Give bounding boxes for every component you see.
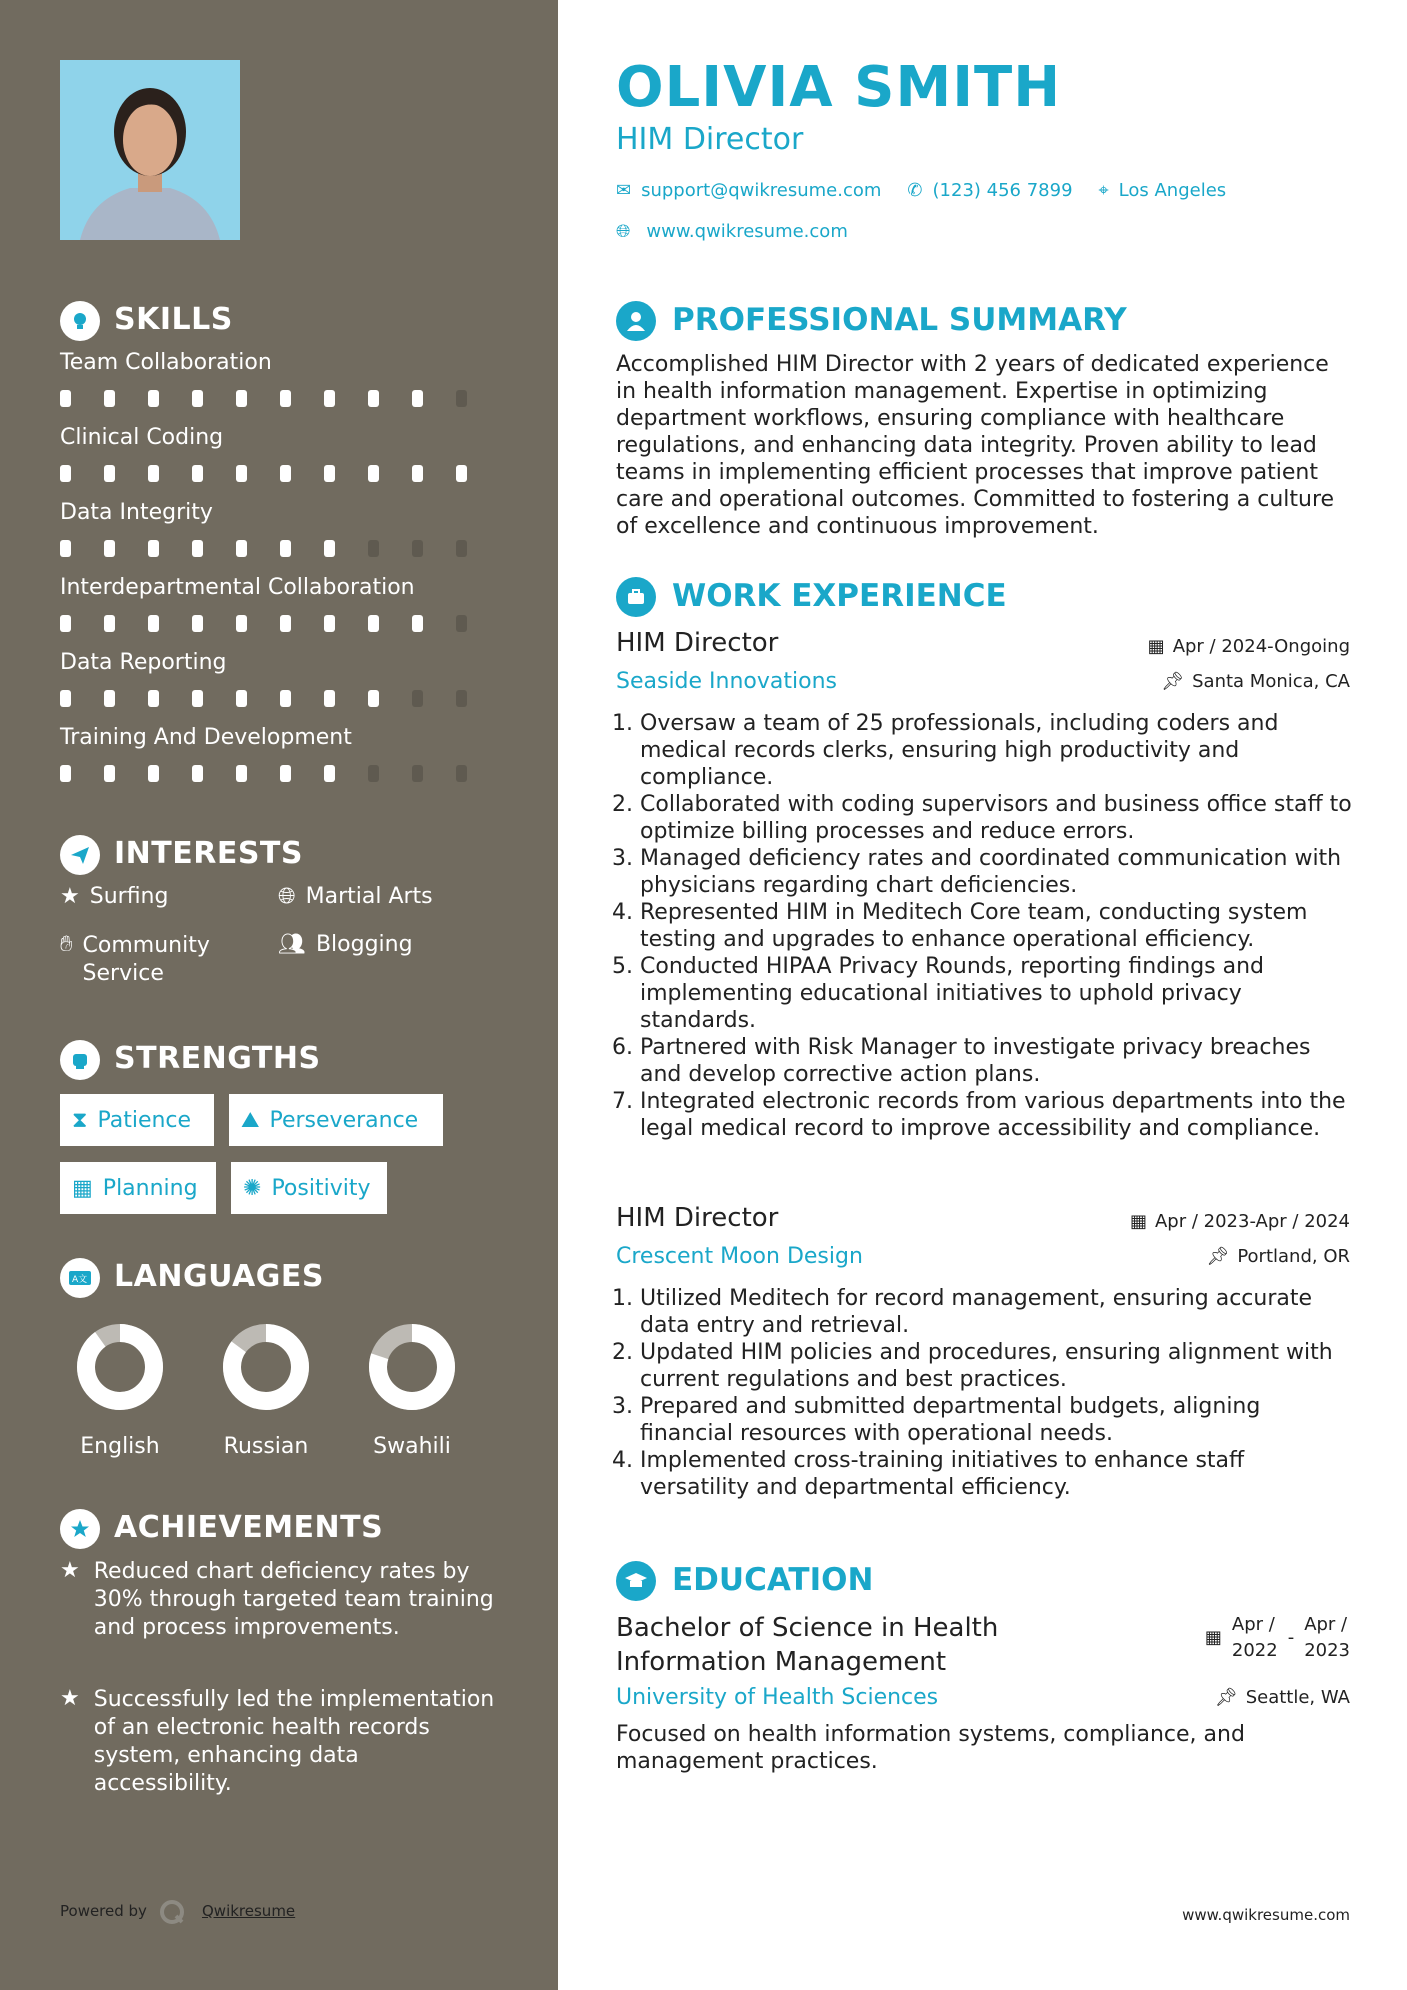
- website-link[interactable]: www.qwikresume.com: [646, 221, 848, 242]
- education-dates: ▦ Apr / 2022 - Apr / 2023: [1204, 1614, 1350, 1661]
- job-location: 📌︎ Portland, OR: [1206, 1246, 1350, 1267]
- rating-dot: [368, 540, 379, 557]
- rating-dot: [412, 765, 423, 782]
- education-location: 📌︎ Seattle, WA: [1214, 1687, 1350, 1708]
- rating-dot: [60, 390, 71, 407]
- qwikresume-link[interactable]: Qwikresume: [202, 1902, 296, 1920]
- language-icon: [60, 1258, 100, 1298]
- language-label: Swahili: [373, 1434, 451, 1459]
- profile-photo: [60, 60, 240, 240]
- languages-title: LANGUAGES: [114, 1259, 324, 1294]
- rating-dot: [236, 765, 247, 782]
- achievements-title: ACHIEVEMENTS: [114, 1510, 384, 1545]
- skill-rating: [60, 765, 500, 782]
- lightbulb-icon: [60, 301, 100, 341]
- skill-rating: [60, 540, 500, 557]
- qwikresume-logo-icon: [158, 1898, 186, 1930]
- rating-dot: [148, 390, 159, 407]
- rating-dot: [324, 540, 335, 557]
- rating-dot: [280, 465, 291, 482]
- rating-dot: [412, 390, 423, 407]
- language-item: [206, 1322, 326, 1459]
- email-link[interactable]: support@qwikresume.com: [641, 180, 882, 201]
- hand-icon: ✋︎: [60, 932, 73, 957]
- briefcase-icon: [616, 577, 656, 617]
- skill-item: [60, 500, 500, 575]
- road-icon: ⛰︎: [241, 1107, 260, 1133]
- rating-dot: [104, 765, 115, 782]
- rating-dot: [324, 465, 335, 482]
- shooting-star-icon: ★: [60, 1686, 80, 1711]
- skills-title: SKILLS: [114, 302, 233, 337]
- rating-dot: [324, 690, 335, 707]
- interest-item: 🌐︎ Martial Arts: [278, 884, 433, 909]
- donut-fill: [86, 1333, 154, 1401]
- phone-icon: ✆: [907, 180, 923, 201]
- rating-dot: [412, 540, 423, 557]
- skill-rating: [60, 390, 500, 407]
- language-item: [352, 1322, 472, 1459]
- rating-dot: [60, 540, 71, 557]
- skill-label: Data Integrity: [60, 500, 213, 525]
- website-row: [616, 221, 848, 242]
- pin-icon: 📌︎: [1214, 1687, 1238, 1708]
- list-item: 6. Partnered with Risk Manager to investigate privacy breaches and develop corrective action plans.: [640, 1034, 1356, 1088]
- skill-rating: [60, 465, 500, 482]
- rating-dot: [104, 615, 115, 632]
- bullet-list: [616, 710, 1356, 1142]
- rating-dot: [236, 465, 247, 482]
- rating-dot: [148, 615, 159, 632]
- skills-list: [60, 350, 500, 800]
- rating-dot: [60, 765, 71, 782]
- languages-list: [60, 1322, 480, 1462]
- skill-item: [60, 425, 500, 500]
- graduation-cap-icon: [616, 1561, 656, 1601]
- location-text: Los Angeles: [1118, 180, 1227, 201]
- summary-text: Accomplished HIM Director with 2 years of dedicated experience in health information management. Expertise in optimizing department workflows, ensuring compliance with healthcare regulations, and enhancing data integrity. Proven ability to lead teams in implementing efficient processes that improve patient care and operational outcomes. Committed to fostering a culture of excellence and continuous improvement.: [616, 352, 1335, 539]
- rating-dot: [368, 765, 379, 782]
- star-badge-icon: [60, 1509, 100, 1549]
- main-content: [558, 0, 1407, 1990]
- achievement-item: ★ Successfully led the implementation of an electronic health records system, enhancing data accessibility.: [60, 1686, 495, 1796]
- achievement-item: ★ Reduced chart deficiency rates by 30% through targeted team training and process improvements.: [60, 1558, 494, 1640]
- rating-dot: [192, 540, 203, 557]
- list-item: 1. Oversaw a team of 25 professionals, including coders and medical records clerks, ensuring high productivity and compliance.: [640, 710, 1356, 791]
- list-item: 3. Managed deficiency rates and coordinated communication with physicians regarding chart deficiencies.: [640, 845, 1356, 899]
- rating-dot: [236, 390, 247, 407]
- interest-item: ✋︎ Community Service: [60, 932, 210, 986]
- rating-dot: [104, 540, 115, 557]
- strength-chip: ⛰︎ Perseverance: [229, 1094, 443, 1146]
- interest-item: 👥︎ Blogging: [278, 932, 413, 957]
- globe-icon: 🌐︎: [616, 221, 631, 242]
- degree-title: Bachelor of Science in Health Information Management: [616, 1613, 999, 1677]
- school-name: University of Health Sciences: [616, 1685, 939, 1710]
- job-location: 📌︎ Santa Monica, CA: [1161, 671, 1350, 692]
- strengths-title: STRENGTHS: [114, 1041, 321, 1076]
- skill-item: [60, 725, 500, 800]
- rating-dot: [60, 690, 71, 707]
- education-description: Focused on health information systems, compliance, and management practices.: [616, 1722, 1245, 1774]
- language-label: Russian: [223, 1434, 309, 1459]
- pin-icon: 📌︎: [1161, 671, 1185, 692]
- company-name: Seaside Innovations: [616, 669, 837, 694]
- job-dates: ▦ Apr / 2024-Ongoing: [1147, 636, 1350, 657]
- strength-chip: ⧗ Patience: [60, 1094, 214, 1146]
- footer-website[interactable]: www.qwikresume.com: [1182, 1906, 1350, 1924]
- rating-dot: [324, 765, 335, 782]
- strength-chip: ✺ Positivity: [231, 1162, 387, 1214]
- skill-item: [60, 575, 500, 650]
- rating-dot: [456, 690, 467, 707]
- job-dates: ▦ Apr / 2023-Apr / 2024: [1129, 1211, 1350, 1232]
- rating-dot: [412, 615, 423, 632]
- language-donut: [221, 1322, 311, 1412]
- language-donut: [367, 1322, 457, 1412]
- bullet-list: [616, 1285, 1356, 1501]
- list-item: 1. Utilized Meditech for record management, ensuring accurate data entry and retrieval.: [640, 1285, 1356, 1339]
- rating-dot: [412, 465, 423, 482]
- skill-label: Team Collaboration: [60, 350, 272, 375]
- job-bullets: [616, 710, 1356, 1142]
- users-icon: 👥︎: [278, 932, 306, 957]
- rating-dot: [60, 465, 71, 482]
- svg-text:A文: A文: [72, 1275, 88, 1285]
- pin-icon: 📌︎: [1206, 1246, 1230, 1267]
- rating-dot: [60, 615, 71, 632]
- powered-by-label: Powered by: [60, 1902, 147, 1920]
- rating-dot: [236, 615, 247, 632]
- skill-rating: [60, 615, 500, 632]
- list-item: 2. Collaborated with coding supervisors and business office staff to optimize billing processes and reduce errors.: [640, 791, 1356, 845]
- rating-dot: [456, 765, 467, 782]
- rating-dot: [280, 390, 291, 407]
- rating-dot: [456, 465, 467, 482]
- rating-dot: [368, 465, 379, 482]
- skill-rating: [60, 690, 500, 707]
- skill-item: [60, 650, 500, 725]
- experience-title: WORK EXPERIENCE: [672, 578, 1007, 614]
- job-title: HIM Director: [616, 1203, 779, 1233]
- list-item: 3. Prepared and submitted departmental budgets, aligning financial resources with operational needs.: [640, 1393, 1356, 1447]
- rating-dot: [456, 390, 467, 407]
- star-icon: ★: [60, 884, 80, 909]
- list-item: 4. Implemented cross-training initiatives to enhance staff versatility and departmental efficiency.: [640, 1447, 1356, 1501]
- rating-dot: [456, 540, 467, 557]
- envelope-icon: ✉: [616, 180, 632, 201]
- rating-dot: [104, 465, 115, 482]
- rating-dot: [368, 615, 379, 632]
- rating-dot: [412, 690, 423, 707]
- language-donut: [75, 1322, 165, 1412]
- map-pin-icon: ⌖: [1098, 180, 1109, 201]
- rating-dot: [192, 615, 203, 632]
- list-item: 7. Integrated electronic records from various departments into the legal medical record to improve accessibility and compliance.: [640, 1088, 1356, 1142]
- user-icon: [616, 301, 656, 341]
- job-title: HIM Director: [616, 628, 779, 658]
- rating-dot: [148, 540, 159, 557]
- rating-dot: [324, 615, 335, 632]
- interests-title: INTERESTS: [114, 836, 303, 871]
- calendar-icon: ▦: [1129, 1211, 1147, 1232]
- shooting-star-icon: ★: [60, 1558, 80, 1583]
- education-title: EDUCATION: [672, 1562, 874, 1598]
- phone-text: (123) 456 7899: [932, 180, 1073, 201]
- globe-icon: 🌐︎: [278, 884, 296, 909]
- rating-dot: [324, 390, 335, 407]
- list-item: 2. Updated HIM policies and procedures, ensuring alignment with current regulations and best practices.: [640, 1339, 1356, 1393]
- sun-icon: ✺: [243, 1175, 262, 1201]
- rating-dot: [280, 540, 291, 557]
- rating-dot: [280, 615, 291, 632]
- skill-item: [60, 350, 500, 425]
- rating-dot: [236, 690, 247, 707]
- strength-chip: ▦ Planning: [60, 1162, 216, 1214]
- calendar-icon: ▦: [1204, 1627, 1222, 1648]
- rating-dot: [104, 690, 115, 707]
- rating-dot: [236, 540, 247, 557]
- sidebar: [0, 0, 558, 1990]
- rating-dot: [148, 465, 159, 482]
- candidate-name: OLIVIA SMITH: [616, 55, 1062, 120]
- paper-plane-icon: [60, 835, 100, 875]
- hourglass-icon: ⧗: [72, 1107, 88, 1133]
- contact-row: [616, 180, 1226, 201]
- calendar-icon: ▦: [1147, 636, 1165, 657]
- skill-label: Data Reporting: [60, 650, 227, 675]
- interest-item: ★ Surfing: [60, 884, 169, 909]
- company-name: Crescent Moon Design: [616, 1244, 863, 1269]
- summary-title: PROFESSIONAL SUMMARY: [672, 302, 1127, 338]
- rating-dot: [192, 465, 203, 482]
- skill-label: Training And Development: [60, 725, 352, 750]
- rating-dot: [280, 690, 291, 707]
- rating-dot: [456, 615, 467, 632]
- list-item: 4. Represented HIM in Meditech Core team, conducting system testing and upgrades to enhance operational efficiency.: [640, 899, 1356, 953]
- fist-icon: [60, 1040, 100, 1080]
- skill-label: Interdepartmental Collaboration: [60, 575, 415, 600]
- rating-dot: [368, 390, 379, 407]
- job-bullets: [616, 1285, 1356, 1501]
- candidate-role: HIM Director: [616, 122, 804, 157]
- language-item: [60, 1322, 180, 1459]
- rating-dot: [148, 765, 159, 782]
- rating-dot: [192, 765, 203, 782]
- rating-dot: [368, 690, 379, 707]
- rating-dot: [192, 390, 203, 407]
- calendar-icon: ▦: [72, 1175, 93, 1201]
- rating-dot: [192, 690, 203, 707]
- skill-label: Clinical Coding: [60, 425, 224, 450]
- rating-dot: [148, 690, 159, 707]
- list-item: 5. Conducted HIPAA Privacy Rounds, reporting findings and implementing educational initiatives to uphold privacy standards.: [640, 953, 1356, 1034]
- rating-dot: [280, 765, 291, 782]
- rating-dot: [104, 390, 115, 407]
- language-label: English: [80, 1434, 160, 1459]
